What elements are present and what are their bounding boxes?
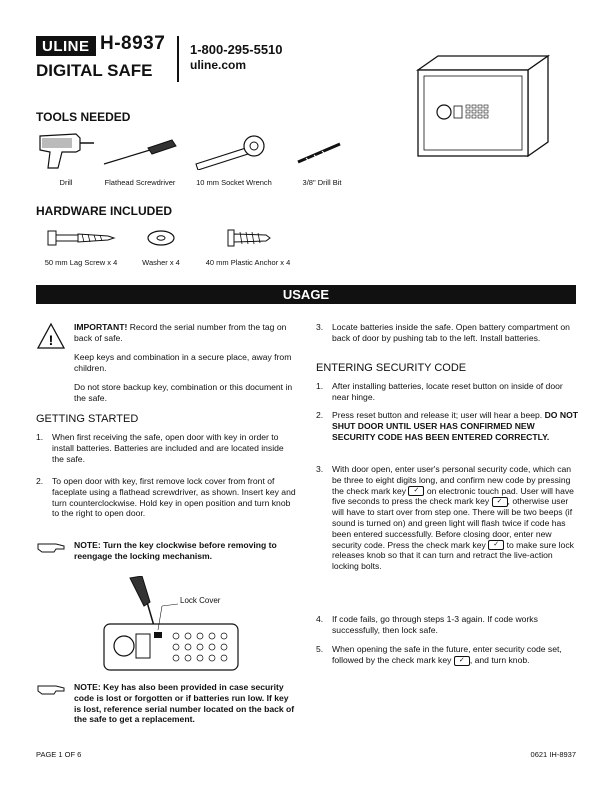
phone-number: 1-800-295-5510 <box>190 42 283 57</box>
usage-heading: USAGE <box>36 285 576 304</box>
hardware-label-washer: Washer x 4 <box>142 258 180 267</box>
hardware-heading: HARDWARE INCLUDED <box>36 204 172 218</box>
step-number: 1. <box>316 381 324 391</box>
step-text <box>332 464 578 572</box>
getting-started-step-1 <box>36 432 296 468</box>
tools-heading: TOOLS NEEDED <box>36 110 131 124</box>
step-text-part: , and turn knob. <box>469 654 530 665</box>
header-divider <box>177 36 179 82</box>
step-number: 1. <box>36 432 44 442</box>
svg-text:!: ! <box>48 332 54 348</box>
important-backup: Do not store backup key, combination or this document in the safe. <box>74 382 293 403</box>
washer-icon <box>146 228 176 248</box>
drill-icon <box>36 130 96 172</box>
document-code: 0621 IH-8937 <box>530 750 576 759</box>
tool-label-drill-bit: 3/8" Drill Bit <box>302 178 342 187</box>
pointing-hand-icon <box>36 540 68 554</box>
check-mark-key-icon: ✓ <box>408 486 424 496</box>
note-key-clockwise: NOTE: Turn the key clockwise before removing to reengage the locking mechanism. <box>74 540 277 561</box>
note-backup-key: NOTE: Key has also been provided in case security code is lost or forgotten or if batteries run low. If key is lost, reference serial number located on the back of the safe to get a replacement. <box>74 682 295 725</box>
entering-step-1 <box>316 381 578 405</box>
pointing-hand-icon <box>36 682 68 696</box>
tool-label-socket-wrench: 10 mm Socket Wrench <box>196 178 272 187</box>
entering-step-4 <box>316 614 578 638</box>
getting-started-step-2 <box>36 476 296 532</box>
step-text-part: on electronic touch pad. User will have five seconds to press the check mark key <box>332 485 574 507</box>
getting-started-step-3 <box>316 322 578 356</box>
socket-wrench-icon <box>192 134 272 170</box>
step-number: 2. <box>36 476 44 486</box>
important-notice <box>74 322 296 344</box>
tool-label-drill: Drill <box>59 178 73 187</box>
step-text-part: When opening the safe in the future, enter security code set, followed by the check mark key <box>332 644 562 665</box>
entering-step-5 <box>316 644 578 680</box>
important-text: Record the serial number from the tag on back of safe. <box>74 322 287 343</box>
step-text-warning: DO NOT SHUT DOOR UNTIL USER HAS CONFIRMED NEW SECURITY CODE HAS BEEN ENTERED CORRECTLY. <box>332 410 578 442</box>
hardware-label-plastic-anchor: 40 mm Plastic Anchor x 4 <box>205 258 291 267</box>
plastic-anchor-icon <box>226 226 272 250</box>
step-text-part: to make sure lock releases knob so that it can turn and retract the live-action locking bolts. <box>332 539 574 572</box>
getting-started-heading: GETTING STARTED <box>36 413 139 425</box>
website: uline.com <box>190 58 247 72</box>
warning-icon <box>36 322 66 350</box>
lag-screw-icon <box>46 228 116 248</box>
tool-label-screwdriver: Flathead Screwdriver <box>104 178 176 187</box>
drill-bit-icon <box>296 140 346 166</box>
important-lead: IMPORTANT! <box>74 322 128 332</box>
check-mark-key-icon: ✓ <box>492 497 508 507</box>
step-text <box>332 644 578 666</box>
step-number: 2. <box>316 410 324 420</box>
step-text: When first receiving the safe, open door with key in order to install batteries. Batteries are included and are located inside the safe. <box>52 432 284 464</box>
uline-logo: ULINE <box>36 36 96 56</box>
entering-code-heading: ENTERING SECURITY CODE <box>316 362 467 374</box>
step-number: 4. <box>316 614 324 624</box>
step-text: To open door with key, first remove lock cover from front of faceplate using a flathead screwdriver, as shown. Insert key and turn counterclockwise. Hold key in open position and turn knob to the right to open door. <box>52 476 296 519</box>
step-text-part: With door open, enter user's personal security code, which can be three to eight digits long, and confirm new code by pressing the check mark key <box>332 464 572 496</box>
step-number: 3. <box>316 464 324 474</box>
lock-cover-label: Lock Cover <box>180 596 221 605</box>
check-mark-key-icon: ✓ <box>488 540 504 550</box>
step-text: If code fails, go through steps 1-3 again. If code works successfully, then lock safe. <box>332 614 538 635</box>
step-number: 5. <box>316 644 324 654</box>
important-keys: Keep keys and combination in a secure place, away from children. <box>74 352 292 373</box>
screwdriver-icon <box>100 138 180 168</box>
step-text: After installing batteries, locate reset button on inside of door near hinge. <box>332 381 563 402</box>
entering-step-3 <box>316 464 578 610</box>
safe-illustration-icon <box>408 50 558 160</box>
entering-step-2 <box>316 410 578 456</box>
step-text: Locate batteries inside the safe. Open battery compartment on back of door by pushing tab to the left. Install batteries. <box>332 322 570 343</box>
faceplate-illustration-icon <box>100 576 240 674</box>
hardware-label-lag-screw: 50 mm Lag Screw x 4 <box>44 258 118 267</box>
check-mark-key-icon: ✓ <box>454 656 470 666</box>
page-number: PAGE 1 OF 6 <box>36 750 82 759</box>
step-text <box>332 410 578 442</box>
step-text-part: , otherwise user will have to start over from step one. There will be two beeps (if sound is turned on) and green light will flash twice if code has been entered successfully. Before closing door, enter new security code. Press the check mark key <box>332 496 573 550</box>
product-title: DIGITAL SAFE <box>36 61 153 80</box>
step-number: 3. <box>316 322 324 332</box>
step-text-normal: Press reset button and release it; user will hear a beep. <box>332 410 545 420</box>
model-number: H-8937 <box>100 33 166 54</box>
